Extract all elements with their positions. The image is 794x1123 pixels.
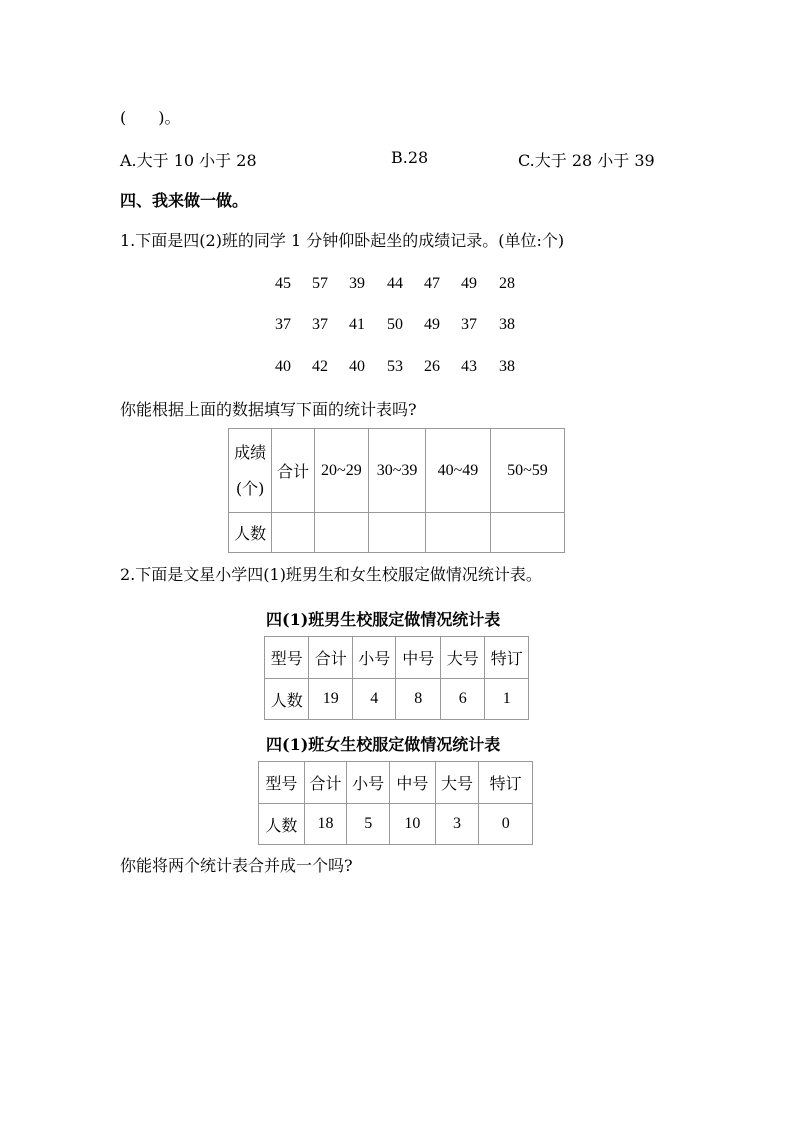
- score-value: 38: [499, 358, 515, 375]
- header-corner-bottom: (个): [235, 478, 265, 498]
- score-value: 44: [387, 275, 403, 292]
- empty-answer-cell: [490, 513, 564, 553]
- option-b: B.28: [391, 148, 429, 167]
- score-value: 37: [312, 316, 328, 333]
- score-value: 38: [499, 316, 515, 333]
- header-cell: 小号: [347, 762, 390, 804]
- score-value: 49: [461, 275, 477, 292]
- header-cell: 合计: [304, 762, 347, 804]
- row-label-cell: 人数: [265, 679, 309, 720]
- score-value: 41: [349, 316, 365, 333]
- score-value: 37: [275, 316, 291, 333]
- header-cell: 50~59: [490, 429, 564, 513]
- value-cell: 6: [440, 679, 484, 720]
- question-2-prompt: 你能将两个统计表合并成一个吗?: [120, 856, 353, 875]
- header-corner-cell: [229, 429, 272, 513]
- header-cell: 20~29: [314, 429, 368, 513]
- value-cell: 18: [304, 804, 347, 845]
- header-corner-top: 成绩: [234, 442, 267, 462]
- value-cell: 19: [309, 679, 353, 720]
- header-cell: 合计: [272, 429, 315, 513]
- row-label-cell: 人数: [259, 804, 305, 845]
- score-value: 40: [275, 358, 291, 375]
- value-cell: 8: [396, 679, 440, 720]
- score-value: 28: [499, 275, 515, 292]
- section-title: 四、我来做一做。: [120, 191, 249, 210]
- score-value: 49: [424, 316, 440, 333]
- header-cell: 30~39: [369, 429, 426, 513]
- value-cell: 3: [435, 804, 479, 845]
- score-value: 26: [424, 358, 440, 375]
- header-cell: 大号: [435, 762, 479, 804]
- empty-answer-cell: [272, 513, 315, 553]
- girls-uniform-table: [258, 761, 533, 845]
- header-cell: 小号: [352, 637, 396, 679]
- answer-bracket: ( )。: [120, 108, 181, 127]
- empty-answer-cell: [426, 513, 491, 553]
- header-cell: 特订: [485, 637, 529, 679]
- girls-table-title: 四(1)班女生校服定做情况统计表: [266, 735, 501, 754]
- option-c: C.大于 28 小于 39: [518, 151, 655, 170]
- header-cell: 特订: [479, 762, 533, 804]
- header-cell: 合计: [309, 637, 353, 679]
- question-1-text: 1.下面是四(2)班的同学 1 分钟仰卧起坐的成绩记录。(单位:个): [120, 231, 565, 250]
- score-value: 43: [461, 358, 477, 375]
- option-a: A.大于 10 小于 28: [120, 151, 257, 170]
- header-cell: 型号: [265, 637, 309, 679]
- score-value: 50: [387, 316, 403, 333]
- empty-answer-cell: [314, 513, 368, 553]
- question-1-prompt: 你能根据上面的数据填写下面的统计表吗?: [120, 400, 417, 419]
- score-value: 37: [461, 316, 477, 333]
- value-cell: 5: [347, 804, 390, 845]
- boys-table-title: 四(1)班男生校服定做情况统计表: [266, 610, 501, 629]
- value-cell: 4: [352, 679, 396, 720]
- score-value: 47: [424, 275, 440, 292]
- row-label-cell: 人数: [229, 513, 272, 553]
- header-cell: 大号: [440, 637, 484, 679]
- score-value: 42: [312, 358, 328, 375]
- score-value: 53: [387, 358, 403, 375]
- score-value: 45: [275, 275, 291, 292]
- question-2-text: 2.下面是文星小学四(1)班男生和女生校服定做情况统计表。: [120, 565, 542, 584]
- header-cell: 中号: [390, 762, 436, 804]
- empty-answer-cell: [369, 513, 426, 553]
- header-cell: 中号: [396, 637, 440, 679]
- score-value: 57: [312, 275, 328, 292]
- header-cell: 型号: [259, 762, 305, 804]
- score-stat-table: [228, 428, 565, 553]
- boys-uniform-table: [264, 636, 529, 720]
- value-cell: 10: [390, 804, 436, 845]
- score-value: 40: [349, 358, 365, 375]
- value-cell: 1: [485, 679, 529, 720]
- header-cell: 40~49: [426, 429, 491, 513]
- score-value: 39: [349, 275, 365, 292]
- value-cell: 0: [479, 804, 533, 845]
